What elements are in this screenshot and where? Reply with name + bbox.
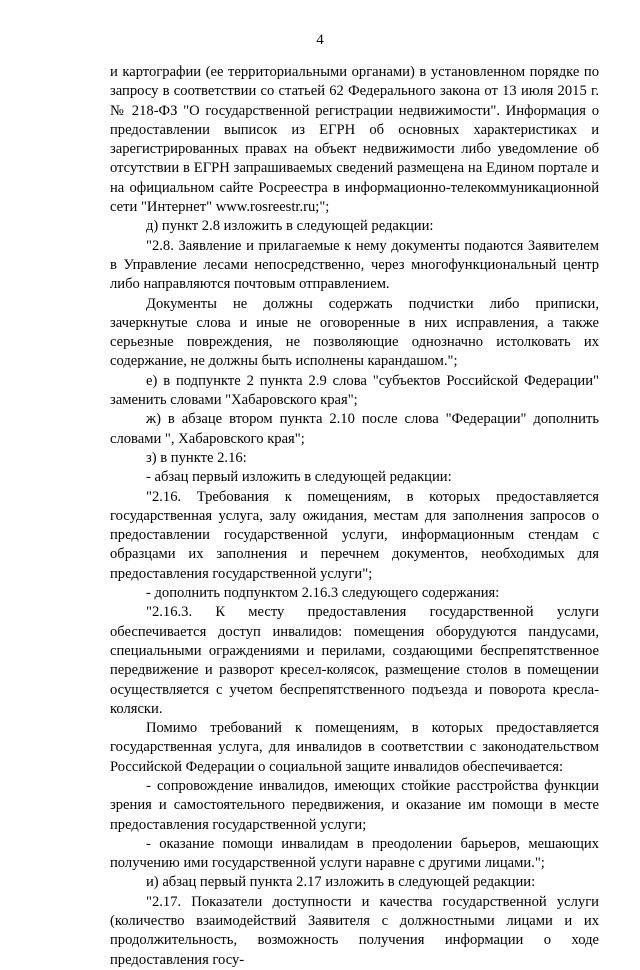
paragraph: и) абзац первый пункта 2.17 изложить в следующей редакции: <box>146 874 536 891</box>
paragraph: е) в подпункте 2 пункта 2.9 слова "субъектов Российской Федерации" заменить словами "Хабаровского края"; <box>110 372 599 409</box>
paragraph: з) в пункте 2.16: <box>146 449 247 466</box>
page-number: 4 <box>316 32 324 48</box>
paragraph: и картографии (ее территориальными органами) в установленном порядке по запросу в соответствии со статьей 62 Федерального закона от 13 июля 2015 г. № 218-ФЗ "О государственной регистрации недвижимости". Информация о предоставлении выписок из ЕГРН об основных характеристиках и зарегистрированных правах на объект недвижимости либо уведомление об отсутствии в ЕГРН запрашиваемых сведений размещена на Едином портале и на официальном сайте Росреестра в информационно-телекоммуникационной сети "Интернет" www.rosreestr.ru;"; <box>110 64 599 216</box>
paragraph: - сопровождение инвалидов, имеющих стойкие расстройства функции зрения и самостоятельного передвижения, и оказание им помощи в месте предоставления государственной услуги; <box>110 777 599 833</box>
paragraph: "2.16. Требования к помещениям, в которых предоставляется государственная услуга, залу ожидания, местам для заполнения запросов о предоставлении государственной услуги, информационным стендам с образцами их заполнения и перечнем документов, необходимых для предоставления государственной услуги"; <box>110 488 599 582</box>
paragraph: "2.16.3. К месту предоставления государственной услуги обеспечивается доступ инвалидов: помещения оборудуются пандусами, специальными ограждениями и перилами, создающими беспрепятственное передвижение и разворот кресел-колясок, размещение столов в помещении осуществляется с учетом беспрепятственного подъезда и поворота кресла-коляски. <box>110 604 599 717</box>
document-body <box>110 63 599 970</box>
paragraph: ж) в абзаце втором пункта 2.10 после слова "Федерации" дополнить словами ", Хабаровского края"; <box>110 411 599 447</box>
paragraph: "2.17. Показатели доступности и качества государственной услуги (количество взаимодействий Заявителя с должностными лицами и их продолжительность, возможность получения информации о ходе предоставления госу- <box>110 893 599 968</box>
paragraph: - абзац первый изложить в следующей редакции: <box>146 469 452 486</box>
paragraph: "2.8. Заявление и прилагаемые к нему документы подаются Заявителем в Управление лесами непосредственно, через многофункциональный центр либо направляются почтовым отправлением. <box>110 237 599 293</box>
paragraph: Документы не должны содержать подчистки либо приписки, зачеркнутые слова и иные не оговоренные в них исправления, а также серьезные повреждения, не позволяющие однозначно истолковать их содержание, не должны быть исполнены карандашом."; <box>110 295 599 370</box>
paragraph: д) пункт 2.8 изложить в следующей редакции: <box>146 218 434 235</box>
paragraph: - оказание помощи инвалидам в преодолении барьеров, мешающих получению ими государственной услуги наравне с другими лицами."; <box>110 835 599 872</box>
paragraph: - дополнить подпунктом 2.16.3 следующего содержания: <box>146 585 500 602</box>
paragraph: Помимо требований к помещениям, в которых предоставляется государственная услуга, для инвалидов в соответствии с законодательством Российской Федерации о социальной защите инвалидов обеспечивается: <box>110 720 599 775</box>
